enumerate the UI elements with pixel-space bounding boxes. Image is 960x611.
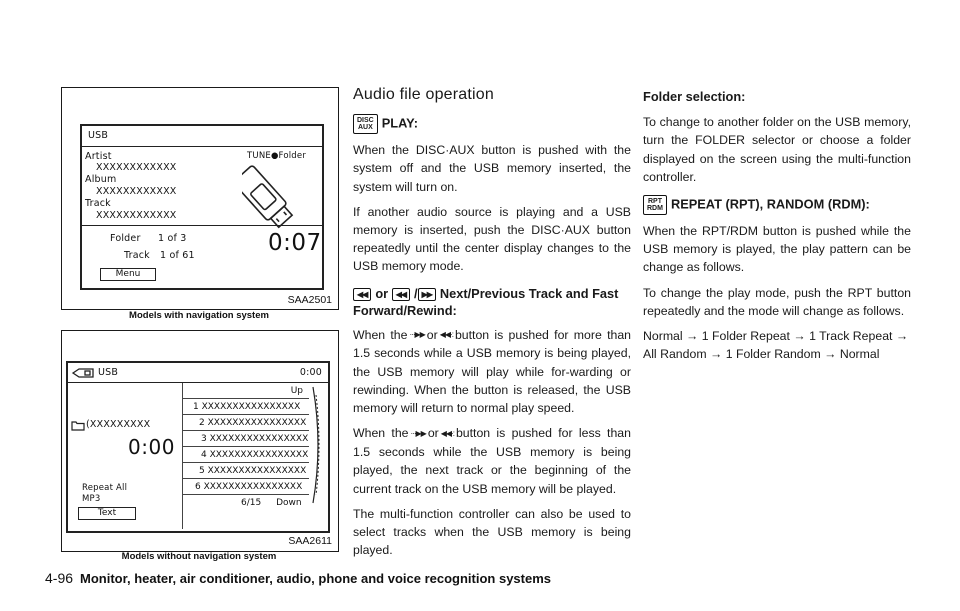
elapsed-time: 0:00	[128, 435, 175, 459]
controller-paragraph: The multi-function controller can also be used to select tracks when the USB memory is being played.	[353, 506, 631, 558]
folder-icon	[71, 420, 85, 431]
figure-caption: Models with navigation system	[129, 310, 269, 321]
rpt-rdm-key-icon: RPT RDM	[643, 195, 667, 215]
folder-label: Folder	[110, 233, 141, 244]
folder-value: 1 of 3	[158, 233, 187, 244]
seek-forward-key-icon: ▶▶	[418, 288, 436, 301]
mode-sequence: Normal → 1 Folder Repeat → 1 Track Repeat → All Random → 1 Folder Random → Normal	[643, 329, 909, 362]
rewind-icon: ◀◀·:	[439, 330, 453, 340]
folder-selection-heading: Folder selection:	[643, 89, 746, 104]
folder-name-text: XXXXXXXXX	[89, 419, 151, 430]
repeat-mode: Repeat All	[82, 483, 128, 493]
track-row[interactable]: 4 XXXXXXXXXXXXXXXX	[183, 447, 309, 463]
track-label: Track	[85, 198, 111, 209]
artist-label: Artist	[85, 151, 112, 162]
track-value: XXXXXXXXXXXX	[96, 210, 177, 221]
clock: 0:00	[299, 367, 322, 378]
album-value: XXXXXXXXXXXX	[96, 186, 177, 197]
play-paragraph-2: If another audio source is playing and a USB memory is inserted, push the DISC·AUX button repeatedly until the center display changes to the USB memory mode.	[353, 204, 631, 274]
figure-code: SAA2611	[288, 535, 332, 547]
track-row[interactable]: 3 XXXXXXXXXXXXXXXX	[183, 431, 309, 447]
track-row[interactable]: 5 XXXXXXXXXXXXXXXX	[183, 463, 309, 479]
track-row[interactable]: 1 XXXXXXXXXXXXXXXX	[183, 399, 309, 415]
menu-button[interactable]: Menu	[100, 268, 156, 281]
elapsed-time: 0:07	[268, 230, 322, 256]
screen-header: USB	[98, 367, 119, 378]
next-track-heading: ◀◀ or ◀◀ / ▶▶ Next/Previous Track and Fast Forward/Rewind:	[353, 285, 619, 318]
track-row[interactable]: 2 XXXXXXXXXXXXXXXX	[183, 415, 309, 431]
rewind-icon: ◀◀·:	[440, 428, 454, 438]
list-footer	[183, 495, 309, 511]
repeat-random-heading: RPT RDM REPEAT (RPT), RANDOM (RDM):	[643, 195, 911, 215]
usb-connector-icon	[71, 367, 95, 379]
repeat-paragraph-1: When the RPT/RDM button is pushed while the USB memory is played, the play pattern can be change as follows.	[643, 224, 911, 275]
figure-with-navigation	[61, 87, 339, 310]
repeat-paragraph-2: To change the play mode, push the RPT button repeatedly and the mode will change as follows.	[643, 285, 911, 318]
right-column	[643, 86, 911, 370]
screen-header: USB	[88, 130, 109, 141]
next-track-paragraph-2: When the ···▶▶ or ◀◀·: button is pushed for less than 1.5 seconds while the USB memory is being played, the next track or the beginning of the current track on the USB memory will be played.	[353, 426, 631, 496]
folder-name: (XXXXXXXXX	[86, 419, 151, 430]
next-track-paragraph-1: When the ···▶▶ or ◀◀·: button is pushed for more than 1.5 seconds while a USB memory is being played, the USB memory will play while for-warding or rewinding. When the button is released, the USB memory will return to normal play speed.	[353, 327, 632, 416]
track-list	[182, 383, 309, 529]
header-divider	[82, 146, 322, 147]
seek-back-key-icon: ◀◀	[392, 288, 410, 301]
tune-folder-label: TUNE●Folder	[247, 151, 307, 161]
text-button[interactable]: Text	[78, 507, 136, 520]
fast-forward-icon: ···▶▶	[410, 428, 426, 438]
folder-paragraph: To change to another folder on the USB memory, turn the FOLDER selector or choose a folder displayed on the screen using the multi-function controller.	[643, 115, 911, 184]
file-format: MP3	[82, 494, 101, 504]
page-footer	[45, 570, 551, 586]
section-title: Audio file operation	[353, 86, 494, 103]
page-indicator: 6/15	[241, 498, 262, 508]
fast-forward-icon: ···▶▶	[409, 330, 425, 340]
track-row[interactable]: 6 XXXXXXXXXXXXXXXX	[183, 479, 309, 495]
play-paragraph-1: When the DISC·AUX button is pushed with the system off and the USB memory inserted, the system will turn on.	[353, 143, 631, 194]
page-number: 4-96	[45, 570, 74, 586]
navigation-screen	[80, 124, 324, 290]
figure-without-navigation	[61, 330, 339, 552]
list-down-button[interactable]: Down	[276, 498, 302, 508]
info-divider	[82, 225, 322, 226]
scroll-arc[interactable]	[310, 385, 324, 505]
figure-caption: Models without navigation system	[121, 551, 277, 562]
play-heading: DISC AUX PLAY:	[353, 114, 631, 134]
disc-aux-key-icon: DISC AUX	[353, 114, 378, 134]
artist-value: XXXXXXXXXXXX	[96, 162, 177, 173]
middle-column	[353, 86, 631, 566]
skip-back-key-icon: ◀◀	[353, 288, 371, 301]
chapter-title: Monitor, heater, air conditioner, audio, phone and voice recognition systems	[80, 571, 552, 586]
track-count-label: Track	[124, 250, 150, 261]
list-up-button[interactable]: Up	[183, 383, 309, 399]
audio-screen	[66, 361, 330, 533]
album-label: Album	[85, 174, 117, 185]
track-count-value: 1 of 61	[160, 250, 195, 261]
usb-stick-icon	[242, 162, 312, 232]
figure-code: SAA2501	[287, 294, 332, 306]
